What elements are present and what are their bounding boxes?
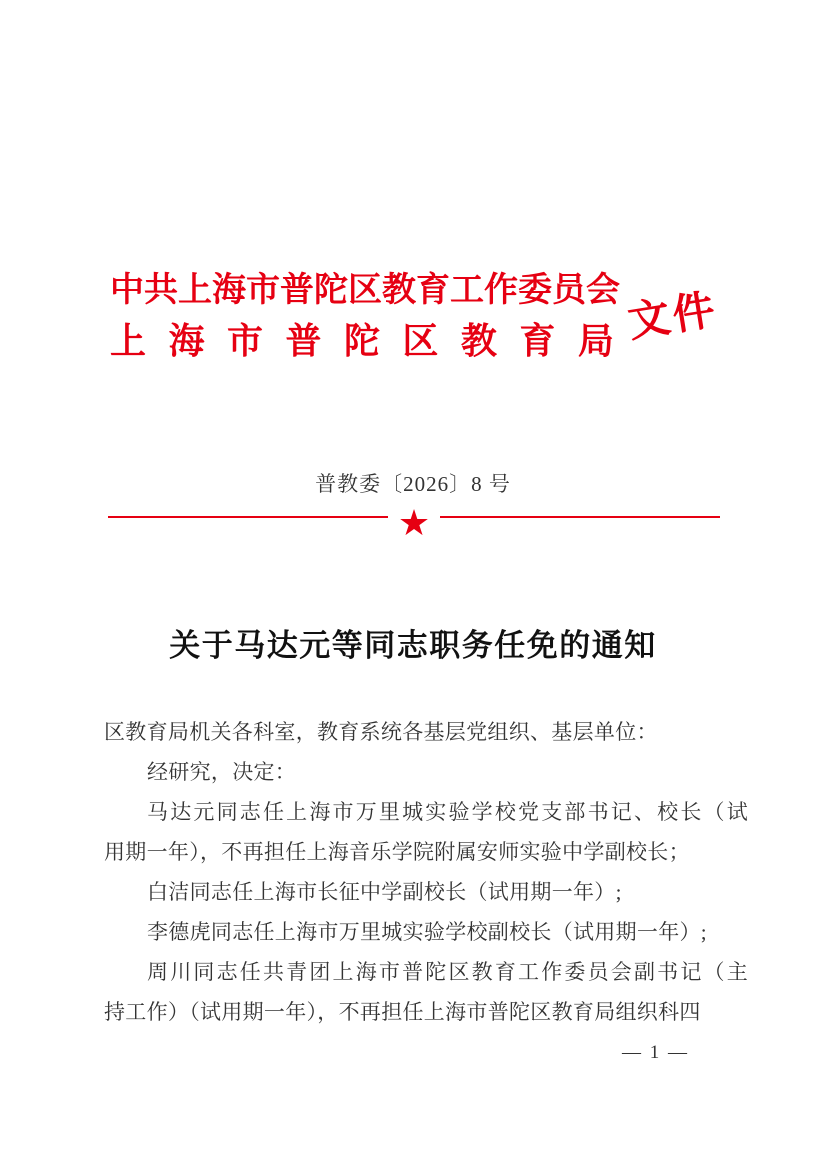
document-number: 普教委〔2026〕8 号 — [315, 472, 511, 496]
document-body — [104, 712, 748, 1032]
body-line-appointment-1: 马 达 元 同 志 任 上 海 市 万 里 城 实 验 学 校 党 支 部 书 记 、 校 长 （ 试 — [147, 800, 748, 824]
body-line-appointment-1-cont: 用期一年），不再担任上海音乐学院附属安师实验中学副校长； — [104, 840, 690, 864]
divider-line-right — [440, 516, 720, 519]
body-line-appointment-4: 周 川 同 志 任 共 青 团 上 海 市 普 陀 区 教 育 工 作 委 员 会 副 书 记 （ 主 — [147, 960, 748, 984]
document-type-label: 文件 — [624, 287, 722, 347]
page-number: — 1 — — [622, 1042, 689, 1063]
body-line-appointment-2: 白洁同志任上海市长征中学副校长（试用期一年）; — [147, 880, 622, 904]
org-name-line1: 中 共 上 海 市 普 陀 区 教 育 工 作 委 员 会 — [110, 272, 620, 309]
org-names — [110, 272, 620, 361]
body-line-appointment-4-cont: 持工作）（试用期一年），不再担任上海市普陀区教育局组织科四 — [104, 1000, 701, 1024]
divider-line-left — [108, 516, 388, 519]
document-title: 关于马达元等同志职务任免的通知 — [169, 628, 657, 663]
body-line-salutation: 区教育局机关各科室，教育系统各基层党组织、基层单位： — [104, 720, 658, 744]
body-line-appointment-3: 李德虎同志任上海市万里城实验学校副校长（试用期一年）; — [147, 920, 707, 944]
org-name-line2: 上 海 市 普 陀 区 教 育 局 — [110, 321, 614, 361]
letterhead — [110, 272, 722, 361]
red-divider: ★ — [108, 503, 720, 531]
body-line-decision: 经研究，决定： — [147, 760, 297, 784]
